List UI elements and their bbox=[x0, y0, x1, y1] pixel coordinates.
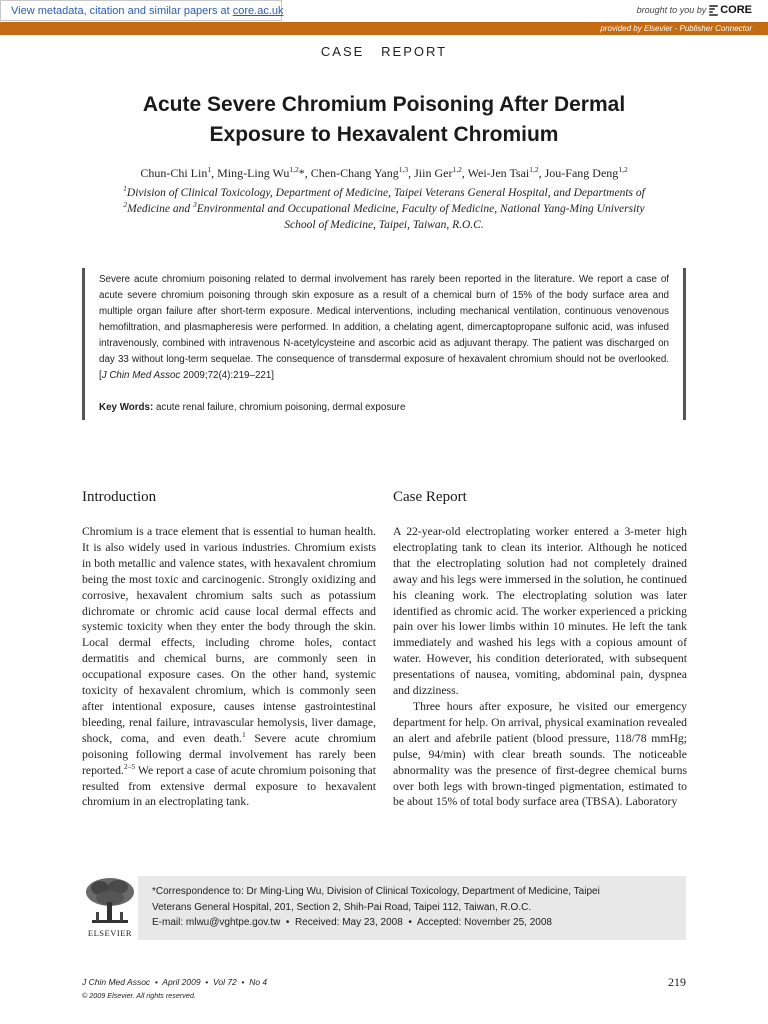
affiliation-line-3: School of Medicine, Taipei, Taiwan, R.O.C. bbox=[284, 219, 484, 231]
elsevier-wordmark: ELSEVIER bbox=[87, 928, 133, 938]
case-report-heading: Case Report bbox=[393, 489, 467, 505]
page-footer bbox=[82, 976, 267, 1002]
correspondence-line-1: *Correspondence to: Dr Ming-Ling Wu, Division of Clinical Toxicology, Department of Medicine, Taipei bbox=[152, 886, 600, 897]
reference-marker[interactable]: 1 bbox=[241, 729, 246, 739]
title-line-1: Acute Severe Chromium Poisoning After Dermal bbox=[142, 93, 626, 116]
case-paragraph-2: Three hours after exposure, he visited our emergency department for help. On arrival, physical examination revealed an alert and afebrile patient (blood pressure, 118/78 mmHg; pulse, 94/min) with clear breath sounds. The noticeable abnormality was the presence of first-degree chemical burns over both legs with brown-tinged pigmentation, estimated to be about 15% of total body surface area (TBSA). Laboratory bbox=[393, 699, 687, 809]
metadata-text: View metadata, citation and similar papers at bbox=[11, 5, 233, 17]
keywords-label: Key Words: bbox=[99, 402, 154, 413]
correspondence-line-3: E-mail: mlwu@vghtpe.gov.tw • Received: May 23, 2008 • Accepted: November 25, 2008 bbox=[152, 917, 552, 928]
elsevier-logo bbox=[82, 876, 138, 940]
author: Chun-Chi Lin$^1$, bbox=[140, 165, 218, 180]
author-list bbox=[40, 166, 728, 181]
page-number: 219 bbox=[668, 975, 686, 989]
abstract bbox=[82, 268, 686, 420]
provided-by-text[interactable]: provided by Elsevier - Publisher Connector bbox=[600, 24, 752, 33]
affiliation-line-2: $^2$Medicine and $^3$Environmental and Occupational Medicine, Faculty of Medicine, National Yang-Ming University bbox=[123, 200, 645, 215]
core-logo[interactable] bbox=[709, 4, 752, 16]
author: Wei-Jen Tsai$^{1,2}$, bbox=[467, 165, 545, 180]
case-paragraph-1: A 22-year-old electroplating worker entered a 3-meter high electroplating tank to clean its interior. Although he noticed that the electroplating solution had not completely drained away and his legs were immersed in the solution, he continued his cleaning work. The electroplating solution was later identified as chromic acid. The worker experienced a pricking pain over his lower limbs within 10 minutes. He left the tank immediately and washed his legs with a copious amount of water. However, his condition deteriorated, with subsequent presentations of nausea, vomiting, abdominal pain, dyspnea and dizziness. bbox=[393, 525, 687, 698]
core-link[interactable]: core.ac.uk bbox=[232, 5, 284, 17]
brought-to-you-by bbox=[637, 4, 752, 16]
core-logo-label: CORE bbox=[720, 4, 752, 16]
author: Jou-Fang Deng$^{1,2}$ bbox=[544, 165, 628, 180]
provider-bar bbox=[0, 22, 768, 35]
title-line-2: Exposure to Hexavalent Chromium bbox=[209, 123, 559, 146]
introduction-body bbox=[82, 524, 376, 810]
affiliations bbox=[60, 185, 708, 233]
keywords-list: acute renal failure, chromium poisoning, dermal exposure bbox=[153, 402, 406, 413]
introduction-heading: Introduction bbox=[82, 489, 157, 505]
reference-marker[interactable]: 2–5 bbox=[123, 761, 136, 771]
case-report-body bbox=[393, 524, 687, 810]
author: Ming-Ling Wu$^{1,2}$*, bbox=[217, 165, 311, 180]
journal-info: J Chin Med Assoc • April 2009 • Vol 72 • No 4 bbox=[82, 977, 268, 987]
introduction-paragraph: Chromium is a trace element that is essential to human health. It is also widely used in various industries. Chromium exists in both metallic and valence states, with hexavalent chromium being the most toxic and carcinogenic. Strongly oxidizing and corrosive, hexavalent chromium salts such as potassium dichromate or chromic acid cause local dermal effects and systemic toxicity when they enter the body through the skin. Local dermal effects, including chrome holes, contact dermatitis and chemical burns, are commonly seen in occupational exposure cases. On the other hand, systemic toxicity of hexavalent chromium, which is commonly seen after intentional exposure, causes intense gastrointestinal bleeding, renal failure, intravascular hemolysis, liver damage, shock, coma, and even death.$^1$ Severe acute chromium poisoning following dermal involvement has rarely been reported.$^{2-5}$ We report a case of acute chromium poisoning that resulted from extensive dermal exposure to hexavalent chromium in an electroplating tank. bbox=[82, 525, 376, 809]
correspondence-text bbox=[152, 884, 672, 931]
author: Jiin Ger$^{1,2}$, bbox=[414, 165, 468, 180]
affiliation-line-1: $^1$Division of Clinical Toxicology, Department of Medicine, Taipei Veterans General Hospital, and Departments of bbox=[123, 184, 645, 199]
copyright: © 2009 Elsevier. All rights reserved. bbox=[82, 991, 196, 1000]
author: Chen-Chang Yang$^{1,3}$, bbox=[310, 165, 415, 180]
elsevier-tree-icon bbox=[82, 876, 138, 928]
core-header-bar bbox=[0, 0, 768, 22]
article-title bbox=[60, 90, 708, 150]
correspondence-line-2: Veterans General Hospital, 201, Section 2, Shih-Pai Road, Taipei 112, Taiwan, R.O.C. bbox=[152, 901, 532, 913]
correspondence-box bbox=[82, 876, 686, 940]
brought-by-text: brought to you by bbox=[636, 5, 707, 15]
section-label: CASE REPORT bbox=[320, 44, 448, 59]
abstract-text: Severe acute chromium poisoning related to dermal involvement has rarely been reported in the literature. We report a case of acute severe chromium poisoning through skin exposure as a result of a chemical burn of 15% of the body surface area and multiple organ failure after short-term exposure. Medical interventions, including mechanical ventilation, continuous venovenous hemofiltration, and plasmapheresis were performed. In addition, a chelating agent, dimercaptopropane sulfonic acid, was infused intravenously, combined with intravenous N-acetylcysteine and ascorbic acid as adjuvant therapy. The patient was discharged on day 33 without long-term sequelae. The consequence of transdermal exposure of hexavalent chromium should not be overlooked. [J Chin Med Assoc 2009;72(4):219–221] bbox=[99, 274, 669, 381]
keywords bbox=[99, 400, 669, 416]
metadata-link-box[interactable] bbox=[0, 0, 282, 21]
core-logo-icon bbox=[709, 5, 718, 16]
citation-journal: J Chin Med Assoc bbox=[101, 370, 181, 381]
